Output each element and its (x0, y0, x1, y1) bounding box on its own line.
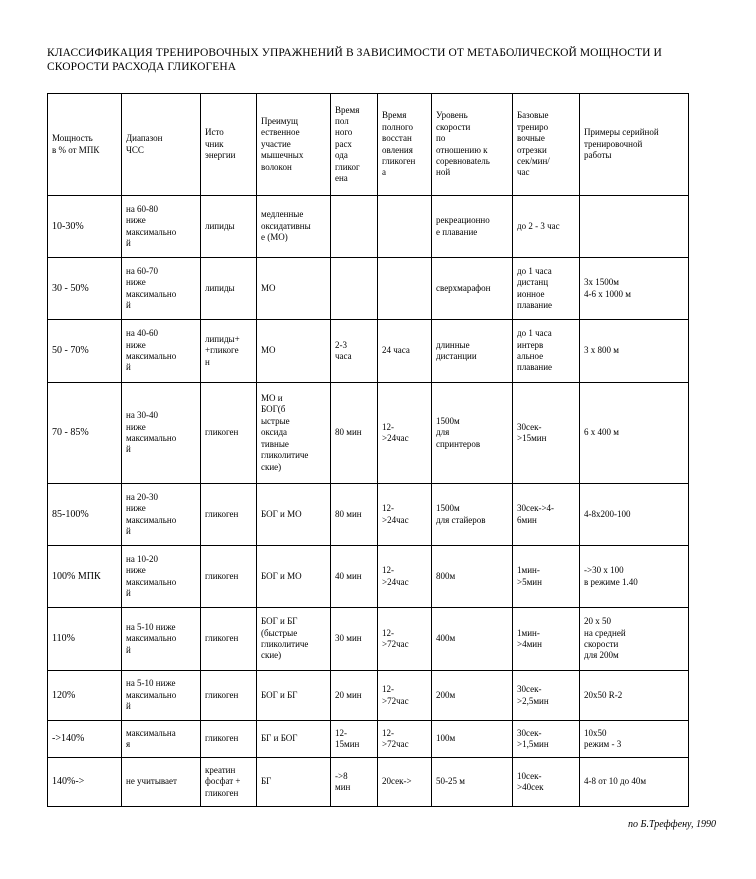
cell-base-segments (513, 671, 580, 721)
cell-power (48, 258, 122, 320)
cell-depletion-time (331, 758, 378, 807)
cell-base-segments (513, 196, 580, 258)
cell-text: гликоген (205, 689, 239, 700)
cell-text: 6 х 400 м (584, 427, 619, 438)
cell-text: 100м (436, 733, 456, 744)
cell-text: гликоген (205, 733, 239, 744)
header-speed-level (432, 94, 513, 196)
header-energy-source (201, 94, 257, 196)
cell-speed-level (432, 721, 513, 758)
cell-hr-range (122, 320, 201, 383)
cell-recovery-time (378, 320, 432, 383)
cell-base-segments (513, 721, 580, 758)
header-recovery-time (378, 94, 432, 196)
cell-recovery-time (378, 258, 432, 320)
cell-hr-range (122, 258, 201, 320)
cell-hr-range (122, 546, 201, 608)
cell-depletion-time (331, 546, 378, 608)
header-label: Время пол ного расх ода гликог ена (335, 104, 360, 184)
cell-energy-source (201, 758, 257, 807)
cell-hr-range (122, 671, 201, 721)
cell-text: 4-8х200-100 (584, 508, 631, 519)
cell-text: 30сек- >15мин (517, 421, 547, 443)
cell-energy-source (201, 196, 257, 258)
cell-speed-level (432, 758, 513, 807)
cell-series-examples (580, 258, 689, 320)
table-row (48, 258, 689, 320)
cell-text: на 40-60 ниже максимально й (126, 328, 177, 373)
cell-text: 2-3 часа (335, 339, 352, 361)
cell-text: 3 х 800 м (584, 345, 619, 356)
cell-muscle-fibers (257, 258, 331, 320)
cell-text: 400м (436, 633, 456, 644)
cell-power (48, 608, 122, 671)
cell-speed-level (432, 320, 513, 383)
cell-base-segments (513, 758, 580, 807)
header-base-segments (513, 94, 580, 196)
header-muscle-fibers (257, 94, 331, 196)
cell-hr-range (122, 196, 201, 258)
cell-muscle-fibers (257, 383, 331, 484)
cell-text: максимальна я (126, 727, 176, 749)
cell-depletion-time (331, 721, 378, 758)
cell-power (48, 320, 122, 383)
cell-text: 10х50 режим - 3 (584, 727, 622, 749)
cell-base-segments (513, 608, 580, 671)
cell-text: 30сек- >2,5мин (517, 684, 549, 706)
cell-text: 30 - 50% (52, 282, 89, 294)
cell-recovery-time (378, 383, 432, 484)
cell-text: 120% (52, 689, 76, 701)
header-label: Уровень скорости по отношению к соревновatель ной (436, 110, 490, 178)
header-hr-range (122, 94, 201, 196)
header-power (48, 94, 122, 196)
citation: по Б.Треффену, 1990 (628, 819, 716, 830)
cell-base-segments (513, 484, 580, 546)
cell-text: 12- >24час (382, 421, 409, 443)
cell-text: 12- 15мин (335, 727, 360, 749)
cell-text: 20сек-> (382, 776, 412, 787)
cell-text: 12- >24час (382, 503, 409, 525)
cell-text: 1мин- >4мин (517, 627, 542, 649)
cell-muscle-fibers (257, 484, 331, 546)
header-row (48, 94, 689, 196)
cell-text: липиды+ +гликоге н (205, 333, 240, 367)
header-label: Примеры серийной тренировочной работы (584, 127, 659, 161)
header-label: Диапазон ЧСС (126, 133, 163, 155)
cell-text: липиды (205, 220, 235, 231)
cell-text: ->30 х 100 в режиме 1.40 (584, 565, 638, 587)
cell-text: БОГ и БГ (261, 689, 298, 700)
cell-text: 12- >72час (382, 727, 409, 749)
cell-text: не учитывает (126, 776, 177, 787)
cell-text: 80 мин (335, 427, 362, 438)
cell-energy-source (201, 721, 257, 758)
header-depletion-time (331, 94, 378, 196)
cell-text: 20х50 R-2 (584, 689, 623, 700)
cell-text: 30 мин (335, 633, 362, 644)
cell-text: 3х 1500м 4-6 х 1000 м (584, 277, 631, 299)
cell-hr-range (122, 721, 201, 758)
cell-text: МО (261, 282, 276, 293)
cell-base-segments (513, 320, 580, 383)
cell-power (48, 671, 122, 721)
page-title: КЛАССИФИКАЦИЯ ТРЕНИРОВОЧНЫХ УПРАЖНЕНИЙ В ЗАВИСИМОСТИ ОТ МЕТАБОЛИЧЕСКОЙ МОЩНОСТИ И СКОРОСТИ РАСХОДА ГЛИКОГЕНА (47, 47, 662, 73)
cell-recovery-time (378, 546, 432, 608)
cell-muscle-fibers (257, 671, 331, 721)
cell-text: на 20-30 ниже максимально й (126, 491, 177, 536)
cell-text: МО (261, 345, 276, 356)
cell-power (48, 484, 122, 546)
cell-text: 200м (436, 689, 456, 700)
cell-energy-source (201, 608, 257, 671)
cell-series-examples (580, 196, 689, 258)
cell-text: 12- >24час (382, 565, 409, 587)
table-row (48, 320, 689, 383)
cell-text: гликоген (205, 633, 239, 644)
cell-text: 20 х 50 на средней скорости для 200м (584, 616, 626, 661)
cell-text: 140%-> (52, 776, 85, 788)
cell-energy-source (201, 320, 257, 383)
cell-recovery-time (378, 196, 432, 258)
cell-hr-range (122, 608, 201, 671)
cell-text: 85-100% (52, 508, 89, 520)
cell-text: гликоген (205, 570, 239, 581)
cell-text: 80 мин (335, 508, 362, 519)
cell-power (48, 758, 122, 807)
cell-depletion-time (331, 608, 378, 671)
cell-recovery-time (378, 758, 432, 807)
cell-power (48, 721, 122, 758)
cell-series-examples (580, 484, 689, 546)
cell-depletion-time (331, 484, 378, 546)
cell-text: на 60-70 ниже максимально й (126, 265, 177, 310)
cell-text: рекреационно е плавание (436, 215, 490, 237)
cell-text: 20 мин (335, 689, 362, 700)
cell-text: 70 - 85% (52, 427, 89, 439)
cell-power (48, 546, 122, 608)
cell-speed-level (432, 196, 513, 258)
cell-muscle-fibers (257, 546, 331, 608)
cell-text: 4-8 от 10 до 40м (584, 776, 647, 787)
cell-base-segments (513, 546, 580, 608)
cell-text: 110% (52, 633, 75, 645)
cell-muscle-fibers (257, 758, 331, 807)
cell-speed-level (432, 383, 513, 484)
cell-energy-source (201, 546, 257, 608)
cell-text: БОГ и МО (261, 570, 302, 581)
cell-hr-range (122, 758, 201, 807)
cell-text: ->140% (52, 733, 85, 745)
cell-depletion-time (331, 671, 378, 721)
cell-text: на 10-20 ниже максимально й (126, 553, 177, 598)
table-row (48, 608, 689, 671)
table-row (48, 758, 689, 807)
cell-text: до 1 часа интерв альное плавание (517, 328, 553, 373)
cell-series-examples (580, 320, 689, 383)
header-label: Исто чник энергии (205, 127, 236, 161)
cell-energy-source (201, 258, 257, 320)
cell-depletion-time (331, 383, 378, 484)
cell-speed-level (432, 546, 513, 608)
cell-text: МО и БОГ(б ыстрые оксида тивные гликолитиче ские) (261, 393, 309, 472)
cell-text: сверхмарафон (436, 282, 491, 293)
cell-depletion-time (331, 320, 378, 383)
cell-series-examples (580, 758, 689, 807)
cell-text: до 2 - 3 час (517, 220, 560, 231)
table-row (48, 721, 689, 758)
cell-text: БОГ и МО (261, 508, 302, 519)
cell-text: 50 - 70% (52, 345, 89, 357)
cell-speed-level (432, 608, 513, 671)
header-label: Мощность в % от МПК (52, 133, 100, 155)
cell-muscle-fibers (257, 196, 331, 258)
cell-text: липиды (205, 282, 235, 293)
cell-text: медленные оксидативны е (МО) (261, 209, 311, 243)
cell-series-examples (580, 383, 689, 484)
table-row (48, 196, 689, 258)
cell-power (48, 383, 122, 484)
cell-muscle-fibers (257, 320, 331, 383)
cell-text: до 1 часа дистанц ионное плавание (517, 265, 553, 310)
cell-text: 12- >72час (382, 684, 409, 706)
cell-text: гликоген (205, 508, 239, 519)
cell-text: 30сек->4- 6мин (517, 503, 555, 525)
cell-text: на 5-10 ниже максимально й (126, 678, 177, 712)
cell-speed-level (432, 258, 513, 320)
table-row (48, 383, 689, 484)
cell-text: ->8 мин (335, 770, 351, 792)
cell-text: длинные дистанции (436, 339, 477, 361)
cell-series-examples (580, 608, 689, 671)
cell-text: 800м (436, 570, 456, 581)
cell-text: на 5-10 ниже максимально й (126, 621, 177, 655)
header-series-examples (580, 94, 689, 196)
cell-recovery-time (378, 484, 432, 546)
cell-series-examples (580, 671, 689, 721)
cell-power (48, 196, 122, 258)
table-row (48, 484, 689, 546)
cell-base-segments (513, 258, 580, 320)
header-label: Преимущ ественное участие мышечных волокон (261, 115, 304, 172)
header-label: Время полного восстан овления гликоген а (382, 110, 416, 178)
cell-energy-source (201, 484, 257, 546)
cell-text: 10-30% (52, 220, 84, 232)
cell-text: 1мин- >5мин (517, 565, 542, 587)
cell-energy-source (201, 383, 257, 484)
cell-recovery-time (378, 721, 432, 758)
cell-base-segments (513, 383, 580, 484)
cell-text: БОГ и БГ (быстрые гликолитиче ские) (261, 616, 309, 661)
cell-text: 30сек- >1,5мин (517, 727, 549, 749)
cell-series-examples (580, 721, 689, 758)
cell-recovery-time (378, 671, 432, 721)
table-row (48, 546, 689, 608)
cell-text: 40 мин (335, 570, 362, 581)
cell-text: креатин фосфат + гликоген (205, 764, 241, 798)
cell-hr-range (122, 383, 201, 484)
cell-recovery-time (378, 608, 432, 671)
cell-text: 1500м для стайеров (436, 503, 486, 525)
cell-speed-level (432, 671, 513, 721)
cell-text: 50-25 м (436, 776, 465, 787)
cell-text: 24 часа (382, 345, 410, 356)
cell-depletion-time (331, 196, 378, 258)
cell-energy-source (201, 671, 257, 721)
cell-depletion-time (331, 258, 378, 320)
cell-muscle-fibers (257, 721, 331, 758)
cell-hr-range (122, 484, 201, 546)
cell-text: 10сек- >40сек (517, 770, 544, 792)
cell-text: 100% МПК (52, 570, 101, 582)
cell-speed-level (432, 484, 513, 546)
header-label: Базовые трениро вочные отрезки сек/мин/ час (517, 110, 550, 178)
classification-table (47, 93, 689, 807)
cell-text: 12- >72час (382, 627, 409, 649)
table-row (48, 671, 689, 721)
cell-text: 1500м для спринтеров (436, 415, 481, 449)
cell-text: БГ (261, 776, 272, 787)
cell-text: на 60-80 ниже максимально й (126, 203, 177, 248)
cell-muscle-fibers (257, 608, 331, 671)
cell-text: гликоген (205, 427, 239, 438)
cell-series-examples (580, 546, 689, 608)
cell-text: БГ и БОГ (261, 733, 298, 744)
cell-text: на 30-40 ниже максимально й (126, 410, 177, 455)
